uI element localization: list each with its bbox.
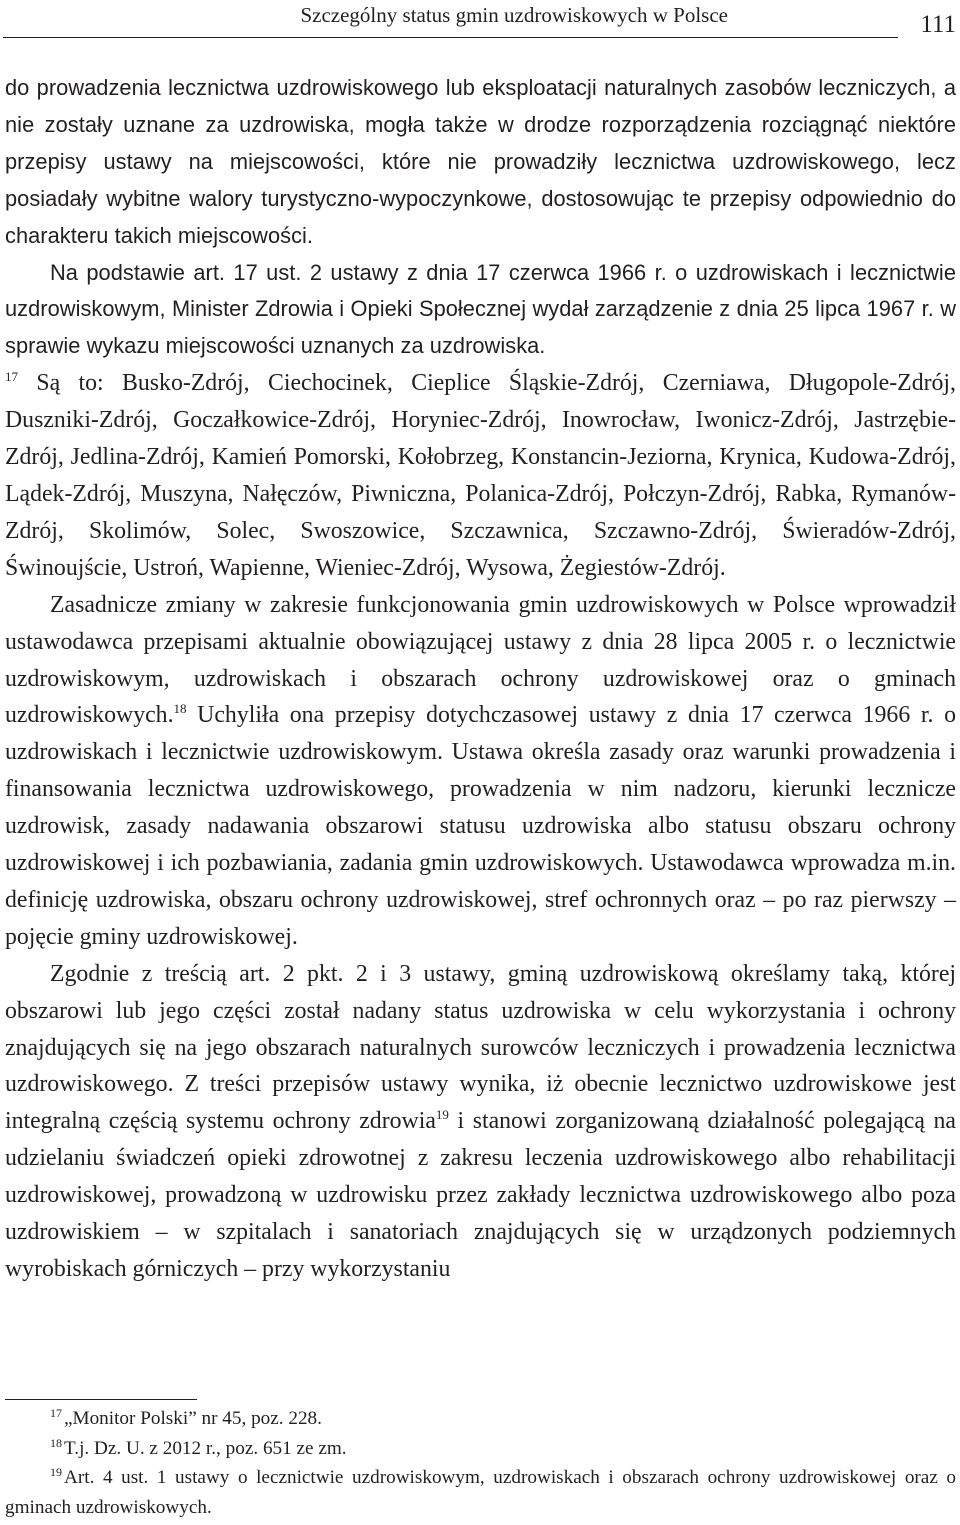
footnote-number: 19 <box>50 1465 62 1479</box>
paragraph-2 <box>5 255 956 366</box>
paragraph-4 <box>5 956 956 1288</box>
footnotes <box>5 1404 956 1522</box>
paragraph-1: do prowadzenia lecznictwa uzdrowiskowego lub eksploatacji naturalnych zasobów leczniczych, a nie zostały uznane za uzdrowiska, mogła także w drodze rozporządzenia rozciągnąć niektóre przepisy ustawy na miejscowości, które nie prowadziły lecznictwa uzdrowiskowego, lecz posiadały wybitne walory turystyczno-wypoczynkowe, dostosowując te przepisy odpowiednio do charakteru takich miejscowości. <box>5 75 956 248</box>
paragraph-4-text-b: i stanowi zorganizowaną działalność polegającą na udzielaniu świadczeń opieki zdrowotnej z zakresu leczenia uzdrowiskowego albo rehabilitacji uzdrowiskowej, prowadzoną w uzdrowisku przez zakłady lecznictwa uzdrowiskowego albo poza uzdrowiskiem – w szpitalach i sanatoriach znajdujących się w urządzonych podziemnych wyrobiskach górniczych – przy wykorzystaniu <box>5 1108 956 1282</box>
paragraph-2-text-b: Są to: Busko-Zdrój, Ciechocinek, Cieplice Śląskie-Zdrój, Czerniawa, Długopole-Zdrój, Duszniki-Zdrój, Goczałkowice-Zdrój, Horyniec-Zdrój, Inowrocław, Iwonicz-Zdrój, Jastrzębie-Zdrój, Jedlina-Zdrój, Kamień Pomorski, Kołobrzeg, Konstancin-Jeziorna, Krynica, Kudowa-Zdrój, Lądek-Zdrój, Muszyna, Nałęczów, Piwniczna, Polanica-Zdrój, Połczyn-Zdrój, Rabka, Rymanów-Zdrój, Skolimów, Solec, Swoszowice, Szczawnica, Szczawno-Zdrój, Świeradów-Zdrój, Świnoujście, Ustroń, Wapienne, Wieniec-Zdrój, Wysowa, Żegiestów-Zdrój. <box>5 370 956 581</box>
header-rule <box>3 37 898 38</box>
paragraph-2-text-a: Na podstawie art. 17 ust. 2 ustawy z dnia 17 czerwca 1966 r. o uzdrowiskach i lecznictwie uzdrowiskowym, Minister Zdrowia i Opieki Społecznej wydał zarządzenie z dnia 25 lipca 1967 r. w sprawie wykazu miejscowości uznanych za uzdrowiska. <box>5 259 956 359</box>
paragraph-2-continued <box>5 365 956 586</box>
body-text <box>5 70 956 1288</box>
footnote-ref-17[interactable]: 17 <box>5 369 18 385</box>
footnote-ref-18[interactable]: 18 <box>173 701 187 717</box>
paragraph-3 <box>5 587 956 956</box>
footnote-19 <box>5 1463 956 1522</box>
footnote-18 <box>5 1434 956 1464</box>
paragraph-3-text-b: Uchyliła ona przepisy dotychczasowej ustawy z dnia 17 czerwca 1966 r. o uzdrowiskach i lecznictwie uzdrowiskowym. Ustawa określa zasady oraz warunki prowadzenia i finansowania lecznictwa uzdrowiskowego, prowadzenia w nim nadzoru, kierunki lecznicze uzdrowisk, zasady nadawania obszarowi statusu uzdrowiska albo statusu obszaru ochrony uzdrowiskowej i ich pozbawiania, zadania gmin uzdrowiskowych. Ustawodawca wprowadza m.in. definicję uzdrowiska, obszaru ochrony uzdrowiskowej, stref ochronnych oraz – po raz pierwszy – pojęcie gminy uzdrowiskowej. <box>5 702 956 950</box>
paragraph-4-text-a: Zgodnie z treścią art. 2 pkt. 2 i 3 ustawy, gminą uzdrowiskową określamy taką, której obszarowi lub jego części został nadany status uzdrowiska w celu wykorzystania i ochrony znajdujących się na jego obszarach naturalnych surowców leczniczych i prowadzenia lecznictwa uzdrowiskowego. Z treści przepisów ustawy wynika, iż obecnie lecznictwo uzdrowiskowe jest integralną częścią systemu ochrony zdrowia <box>5 960 956 1135</box>
footnote-text: T.j. Dz. U. z 2012 r., poz. 651 ze zm. <box>64 1437 347 1459</box>
footnote-text: Art. 4 ust. 1 ustawy o lecznictwie uzdrowiskowym, uzdrowiskach i obszarach ochrony uzdrowiskowej oraz o gminach uzdrowiskowych. <box>5 1467 956 1518</box>
running-title: Szczególny status gmin uzdrowiskowych w Polsce <box>300 3 728 27</box>
paragraph-3-text-a: Zasadnicze zmiany w zakresie funkcjonowania gmin uzdrowiskowych w Polsce wprowadził ustawodawca przepisami aktualnie obowiązującej ustawy z dnia 28 lipca 2005 r. o lecznictwie uzdrowiskowym, uzdrowiskach i obszarach ochrony uzdrowiskowej oraz o gminach uzdrowiskowych. <box>5 591 956 729</box>
page-number: 111 <box>920 11 956 38</box>
footnote-17 <box>5 1404 956 1434</box>
footnote-number: 18 <box>50 1435 62 1450</box>
footnote-ref-19[interactable]: 19 <box>435 1107 449 1123</box>
footnote-separator <box>5 1399 197 1400</box>
footnote-number: 17 <box>50 1406 62 1420</box>
footnote-text: „Monitor Polski” nr 45, poz. 228. <box>64 1408 322 1429</box>
running-header <box>0 0 960 44</box>
